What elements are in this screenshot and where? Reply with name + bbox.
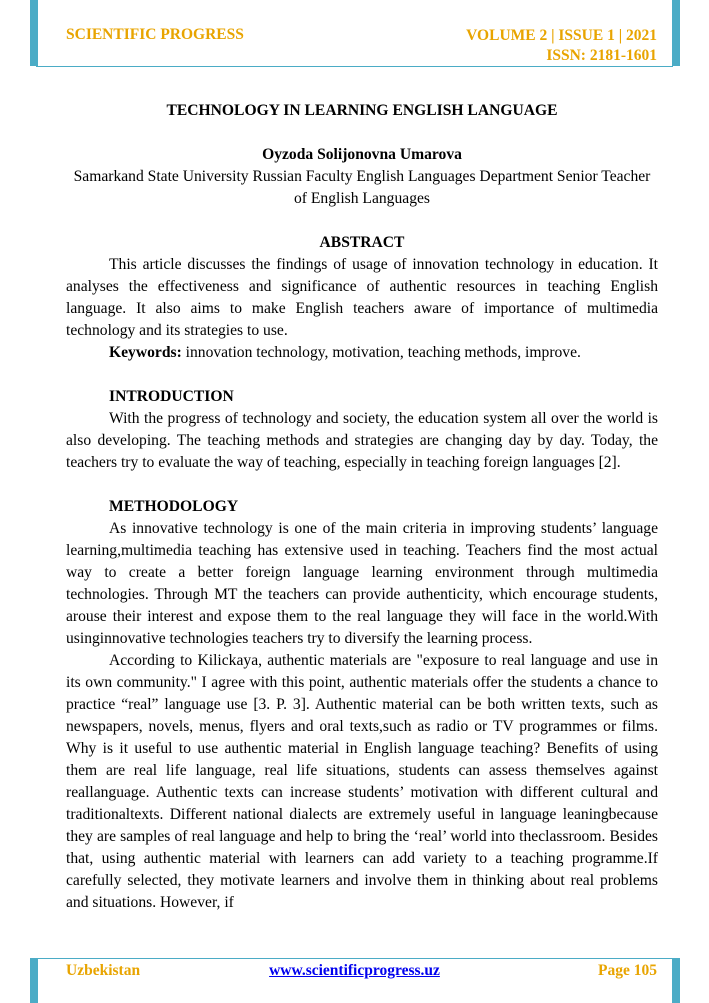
footer-website-link[interactable]: www.scientificprogress.uz xyxy=(269,962,440,979)
article-title: TECHNOLOGY IN LEARNING ENGLISH LANGUAGE xyxy=(166,102,558,119)
introduction-text: With the progress of technology and society, the education system all over the world is also developing. The teaching methods and strategies are changing day by day. Today, the teachers try to evaluate the way of teaching, especially in teaching foreign languages [2]. xyxy=(66,410,658,471)
abstract-heading: ABSTRACT xyxy=(319,234,405,251)
issn: ISSN: 2181-1601 xyxy=(546,47,657,64)
footer-page-number: Page 105 xyxy=(598,962,657,979)
journal-name: SCIENTIFIC PROGRESS xyxy=(66,26,244,43)
introduction-heading: INTRODUCTION xyxy=(109,388,234,405)
methodology-paragraph-2: According to Kilickaya, authentic materials are "exposure to real language and use in its own community." I agree with this point, authentic materials offer the students a chance to practice “real” language use [3. P. 3]. Authentic material can be both written texts, such as newspapers, novels, menus, flyers and oral texts,such as radio or TV programmes or films. Why is it useful to use authentic material in English language teaching? Benefits of using them are real life language, real life situations, students can assess themselves against reallanguage. Authentic texts can increase students’ motivation with different cultural and traditionaltexts. Different national dialects are extremely useful in language leaningbecause they are samples of real language and help to bring the ‘real’ world into theclassroom. Besides that, using authentic material with learners can add variety to a teaching programme.If carefully selected, they motivate learners and involve them in thinking about real problems and situations. However, if xyxy=(66,652,658,911)
author-affiliation: Samarkand State University Russian Faculty English Languages Department Senior Teacher of English Languages xyxy=(73,168,651,207)
keywords-label: Keywords: xyxy=(109,344,182,361)
keywords xyxy=(66,342,658,364)
article-body xyxy=(66,78,658,914)
header-divider xyxy=(36,66,673,67)
footer-divider xyxy=(36,958,673,959)
volume-issue: VOLUME 2 | ISSUE 1 | 2021 xyxy=(466,27,657,44)
methodology-paragraph-1: As innovative technology is one of the main criteria in improving students’ language learning,multimedia teaching has extensive used in teaching. Teachers find the most actual way to create a better foreign language learning environment through multimedia technologies. Through MT the teachers can provide authenticity, which encourage students, arouse their interest and expose them to the real language they will face in the world.With usinginnovative technologies teachers try to diversify the learning process. xyxy=(66,520,658,647)
header-bar-left xyxy=(30,0,38,66)
author-name: Oyzoda Solijonovna Umarova xyxy=(262,146,462,163)
header-bar-right xyxy=(672,0,680,66)
methodology-heading: METHODOLOGY xyxy=(109,498,239,515)
abstract-text: This article discusses the findings of usage of innovation technology in education. It analyses the effectiveness and significance of authentic resources in teaching English language. It also aims to make English teachers aware of importance of multimedia technology and its strategies to use. xyxy=(66,256,658,339)
footer-country: Uzbekistan xyxy=(66,962,141,979)
issue-info xyxy=(466,26,657,66)
keywords-text: innovation technology, motivation, teaching methods, improve. xyxy=(181,344,581,361)
